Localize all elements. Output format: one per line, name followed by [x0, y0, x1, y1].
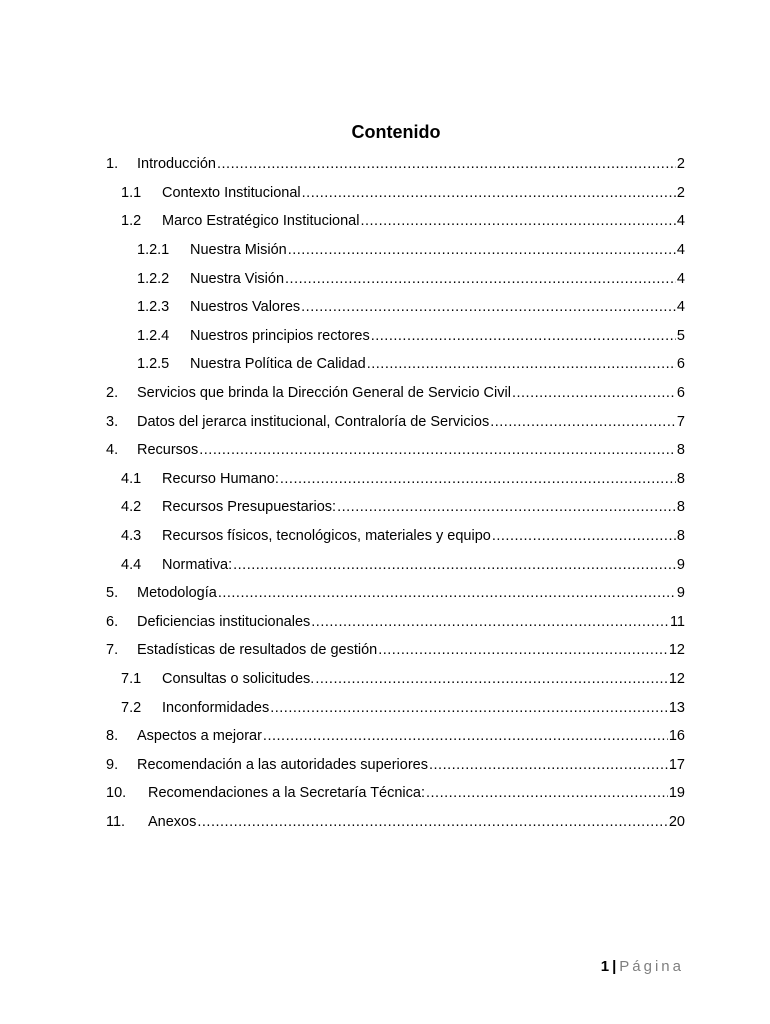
toc-entry-page: 8: [676, 470, 685, 487]
toc-dot-leader: [270, 700, 668, 716]
toc-entry-label: Deficiencias institucionales: [137, 613, 311, 630]
toc-entry-label: Nuestros Valores: [190, 299, 301, 316]
toc-entry-number: 4.: [106, 442, 119, 459]
toc-entry-number: 1.2.3: [137, 299, 170, 316]
toc-entry-page: 2: [676, 156, 685, 173]
toc-entry[interactable]: [0, 522, 770, 551]
toc-entry-label: Nuestra Visión: [190, 270, 285, 287]
toc-entry-body: [137, 585, 685, 601]
toc-entry-number: 4.4: [121, 556, 142, 573]
toc-entry-number: 4.2: [121, 499, 142, 516]
toc-entry-page: 2: [676, 184, 685, 201]
toc-entry-label: Recomendación a las autoridades superiores: [137, 756, 428, 773]
toc-entry-number: 1.2.5: [137, 356, 170, 373]
toc-dot-leader: [199, 442, 676, 458]
toc-entry-page: 9: [676, 585, 685, 602]
toc-entry-number: 11.: [106, 813, 126, 830]
toc-entry-label: Recursos Presupuestarios:: [162, 499, 337, 516]
toc-entry-number: 1.2.2: [137, 270, 170, 287]
toc-entry-page: 19: [668, 785, 685, 802]
toc-dot-leader: [217, 156, 676, 172]
toc-entry-number: 5.: [106, 585, 119, 602]
toc-entry[interactable]: [0, 550, 770, 579]
toc-entry-body: [162, 557, 685, 573]
toc-entry-number: 7.2: [121, 699, 142, 716]
toc-entry[interactable]: [0, 579, 770, 608]
toc-entry-page: 11: [669, 613, 685, 630]
toc-entry[interactable]: [0, 293, 770, 322]
toc-entry[interactable]: [0, 722, 770, 751]
toc-entry-page: 9: [676, 556, 685, 573]
toc-entry[interactable]: [0, 207, 770, 236]
toc-entry-page: 12: [668, 670, 685, 687]
toc-dot-leader: [263, 728, 668, 744]
toc-entry[interactable]: [0, 264, 770, 293]
toc-dot-leader: [301, 299, 676, 315]
toc-dot-leader: [492, 528, 676, 544]
toc-entry-page: 6: [676, 385, 685, 402]
toc-entry[interactable]: [0, 150, 770, 179]
toc-entry[interactable]: [0, 465, 770, 494]
toc-entry-body: [137, 414, 685, 430]
toc-entry[interactable]: [0, 236, 770, 265]
toc-entry[interactable]: [0, 636, 770, 665]
toc-entry-label: Recomendaciones a la Secretaría Técnica:: [148, 785, 425, 802]
toc-entry-label: Anexos: [148, 813, 197, 830]
toc-dot-leader: [311, 614, 669, 630]
toc-dot-leader: [218, 585, 676, 601]
toc-entry-page: 12: [668, 642, 685, 659]
toc-dot-leader: [426, 785, 668, 801]
toc-entry-body: [137, 614, 685, 630]
toc-entry[interactable]: [0, 179, 770, 208]
toc-entry-number: 1.1: [121, 184, 142, 201]
toc-entry-number: 3.: [106, 413, 119, 430]
toc-entry-label: Nuestra Política de Calidad: [190, 356, 366, 373]
toc-entry-number: 4.3: [121, 528, 142, 545]
toc-entry-label: Nuestros principios rectores: [190, 327, 370, 344]
toc-dot-leader: [360, 213, 675, 229]
toc-entry-body: [190, 299, 685, 315]
toc-entry-page: 4: [676, 299, 685, 316]
footer-separator: |: [612, 958, 617, 975]
toc-entry-label: Introducción: [137, 156, 216, 173]
toc-entry-number: 9.: [106, 756, 119, 773]
toc-entry[interactable]: [0, 322, 770, 351]
toc-entry-body: [148, 785, 685, 801]
toc-entry-number: 1.2: [121, 213, 142, 230]
toc-entry-label: Metodología: [137, 585, 217, 602]
toc-entry-body: [137, 156, 685, 172]
toc-dot-leader: [315, 671, 668, 687]
toc-entry-label: Nuestra Misión: [190, 242, 287, 259]
footer-page-number: 1: [600, 958, 610, 975]
toc-entry-label: Recursos físicos, tecnológicos, materiales y equipo: [162, 528, 491, 545]
toc-entry-page: 5: [676, 327, 685, 344]
toc-entry-page: 13: [668, 699, 685, 716]
toc-dot-leader: [378, 642, 668, 658]
toc-entry-label: Contexto Institucional: [162, 184, 301, 201]
toc-entry-body: [162, 528, 685, 544]
toc-entry-label: Datos del jerarca institucional, Contraloría de Servicios: [137, 413, 490, 430]
toc-entry-page: 16: [668, 728, 685, 745]
toc-entry-page: 4: [676, 213, 685, 230]
toc-entry-label: Recursos: [137, 442, 199, 459]
toc-entry-label: Normativa:: [162, 556, 233, 573]
footer-page-word: Página: [619, 958, 684, 975]
toc-entry[interactable]: [0, 436, 770, 465]
toc-entry-page: 7: [676, 413, 685, 430]
toc-entry-page: 17: [668, 756, 685, 773]
toc-entry[interactable]: [0, 779, 770, 808]
toc-entry-label: Inconformidades: [162, 699, 270, 716]
toc-dot-leader: [337, 499, 676, 515]
toc-entry-page: 8: [676, 528, 685, 545]
toc-entry-number: 7.: [106, 642, 119, 659]
toc-entry-body: [162, 185, 685, 201]
page-footer: [601, 958, 684, 975]
toc-dot-leader: [280, 471, 676, 487]
toc-entry[interactable]: [0, 608, 770, 637]
toc-entry-body: [190, 242, 685, 258]
toc-entry-number: 8.: [106, 728, 119, 745]
toc-entry-body: [137, 385, 685, 401]
toc-entry-body: [137, 728, 685, 744]
toc-entry[interactable]: [0, 665, 770, 694]
toc-entry[interactable]: [0, 407, 770, 436]
toc-entry-number: 7.1: [121, 670, 142, 687]
toc-entry-number: 2.: [106, 385, 119, 402]
toc-entry-body: [190, 271, 685, 287]
toc-entry-page: 6: [676, 356, 685, 373]
toc-entry-page: 20: [668, 813, 685, 830]
toc-entry[interactable]: [0, 750, 770, 779]
toc-entry[interactable]: [0, 693, 770, 722]
toc-entry-page: 8: [676, 499, 685, 516]
toc-entry-label: Aspectos a mejorar: [137, 728, 262, 745]
toc-entry-number: 1.: [106, 156, 119, 173]
toc-entry-body: [162, 499, 685, 515]
toc-entry-label: Recurso Humano:: [162, 470, 279, 487]
toc-dot-leader: [512, 385, 676, 401]
toc-entry[interactable]: [0, 350, 770, 379]
toc-entry-body: [148, 814, 685, 830]
toc-entry-body: [162, 671, 685, 687]
toc-entry-body: [137, 757, 685, 773]
table-of-contents: [0, 150, 770, 836]
toc-entry-page: 4: [676, 242, 685, 259]
toc-entry-label: Servicios que brinda la Dirección General de Servicio Civil: [137, 385, 511, 402]
toc-entry-number: 6.: [106, 613, 119, 630]
toc-dot-leader: [429, 757, 668, 773]
toc-entry-body: [162, 213, 685, 229]
toc-entry-body: [137, 642, 685, 658]
toc-entry-number: 4.1: [121, 470, 142, 487]
toc-entry-label: Marco Estratégico Institucional: [162, 213, 360, 230]
toc-entry-body: [190, 356, 685, 372]
toc-entry-label: Consultas o solicitudes.: [162, 670, 315, 687]
toc-entry[interactable]: [0, 808, 770, 837]
toc-entry-number: 1.2.1: [137, 242, 170, 259]
toc-dot-leader: [367, 356, 676, 372]
toc-dot-leader: [288, 242, 676, 258]
toc-dot-leader: [197, 814, 667, 830]
toc-entry-page: 8: [676, 442, 685, 459]
toc-dot-leader: [490, 414, 676, 430]
toc-dot-leader: [285, 271, 676, 287]
toc-entry-body: [162, 700, 685, 716]
toc-title: Contenido: [351, 122, 441, 142]
toc-entry-body: [162, 471, 685, 487]
toc-entry-number: 1.2.4: [137, 327, 170, 344]
toc-dot-leader: [371, 328, 676, 344]
toc-entry[interactable]: [0, 379, 770, 408]
toc-dot-leader: [302, 185, 676, 201]
toc-entry-body: [190, 328, 685, 344]
toc-dot-leader: [233, 557, 676, 573]
toc-entry-number: 10.: [106, 785, 127, 802]
toc-entry-body: [137, 442, 685, 458]
toc-entry[interactable]: [0, 493, 770, 522]
toc-entry-page: 4: [676, 270, 685, 287]
toc-entry-label: Estadísticas de resultados de gestión: [137, 642, 378, 659]
